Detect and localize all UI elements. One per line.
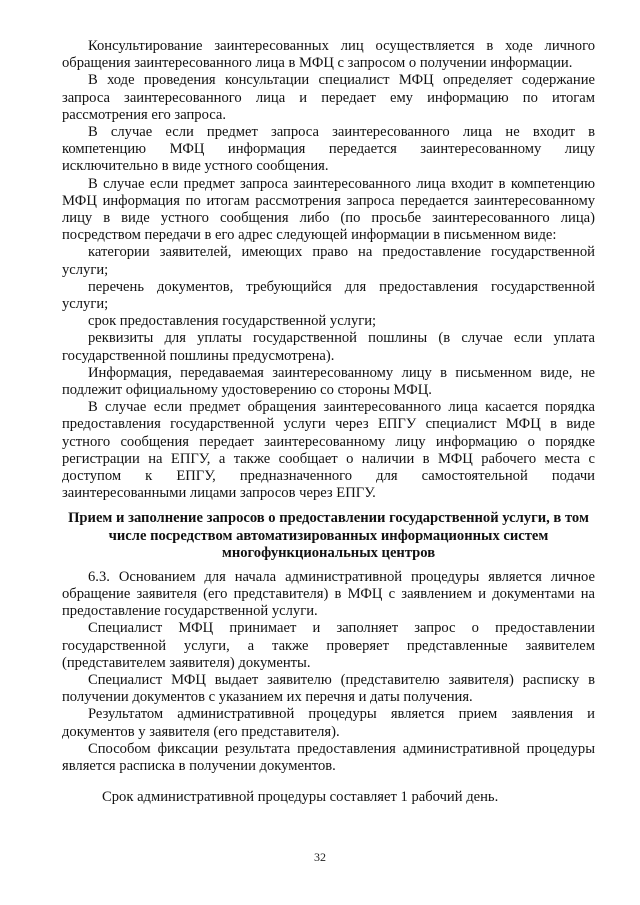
list-item: реквизиты для уплаты государственной пошлины (в случае если уплата государственной пошлины предусмотрена). [62,330,595,364]
paragraph: Результатом административной процедуры является прием заявления и документов у заявителя (его представителя). [62,706,595,740]
paragraph: Консультирование заинтересованных лиц осуществляется в ходе личного обращения заинтересованного лица в МФЦ с запросом о получении информации. [62,38,595,72]
document-page [62,38,595,806]
paragraph: В случае если предмет запроса заинтересованного лица входит в компетенцию МФЦ информация по итогам рассмотрения запроса передается заинтересованному лицу в виде устного сообщения либо (по просьбе заинтересованного лица) посредством передачи в его адрес следующей информации в письменном виде: [62,175,595,244]
list-item: срок предоставления государственной услуги; [88,313,377,330]
list-item: категории заявителей, имеющих право на предоставление государственной услуги; [62,244,595,278]
paragraph: Специалист МФЦ принимает и заполняет запрос о предоставлении государственной услуги, а также проверяет представленные заявителем (представителем заявителя) документы. [62,620,595,671]
paragraph: 6.3. Основанием для начала административной процедуры является личное обращение заявителя (его представителя) в МФЦ с заявлением и документами на предоставление государственной услуги. [62,568,595,620]
paragraph: В случае если предмет обращения заинтересованного лица касается порядка предоставления государственной услуги через ЕПГУ специалист МФЦ в виде устного сообщения передает заинтересованному лицу информацию о порядке регистрации на ЕПГУ, а также сообщает о наличии в МФЦ рабочего места с доступом к ЕПГУ, предназначенного для самостоятельной подачи заинтересованными лицами запросов через ЕПГУ. [62,399,595,502]
paragraph: В случае если предмет запроса заинтересованного лица не входит в компетенцию МФЦ информация передается заинтересованному лицу исключительно в виде устного сообщения. [62,124,595,175]
page-number: 32 [314,850,326,864]
paragraph: Способом фиксации результата предоставления административной процедуры является расписка в получении документов. [62,740,595,774]
paragraph: Специалист МФЦ выдает заявителю (представителю заявителя) расписку в получении документов с указанием их перечня и даты получения. [62,671,595,706]
paragraph: В ходе проведения консультации специалист МФЦ определяет содержание запроса заинтересованного лица и передает ему информацию по итогам рассмотрения его запроса. [62,72,595,123]
section-heading: Прием и заполнение запросов о предоставлении государственной услуги, в том числе посредством автоматизированных информационных систем многофункциональных центров [68,510,589,562]
paragraph: Информация, передаваемая заинтересованному лицу в письменном виде, не подлежит официальному удостоверению со стороны МФЦ. [62,364,595,399]
list-item: перечень документов, требующийся для предоставления государственной услуги; [62,278,595,313]
final-paragraph: Срок административной процедуры составляет 1 рабочий день. [102,789,499,806]
